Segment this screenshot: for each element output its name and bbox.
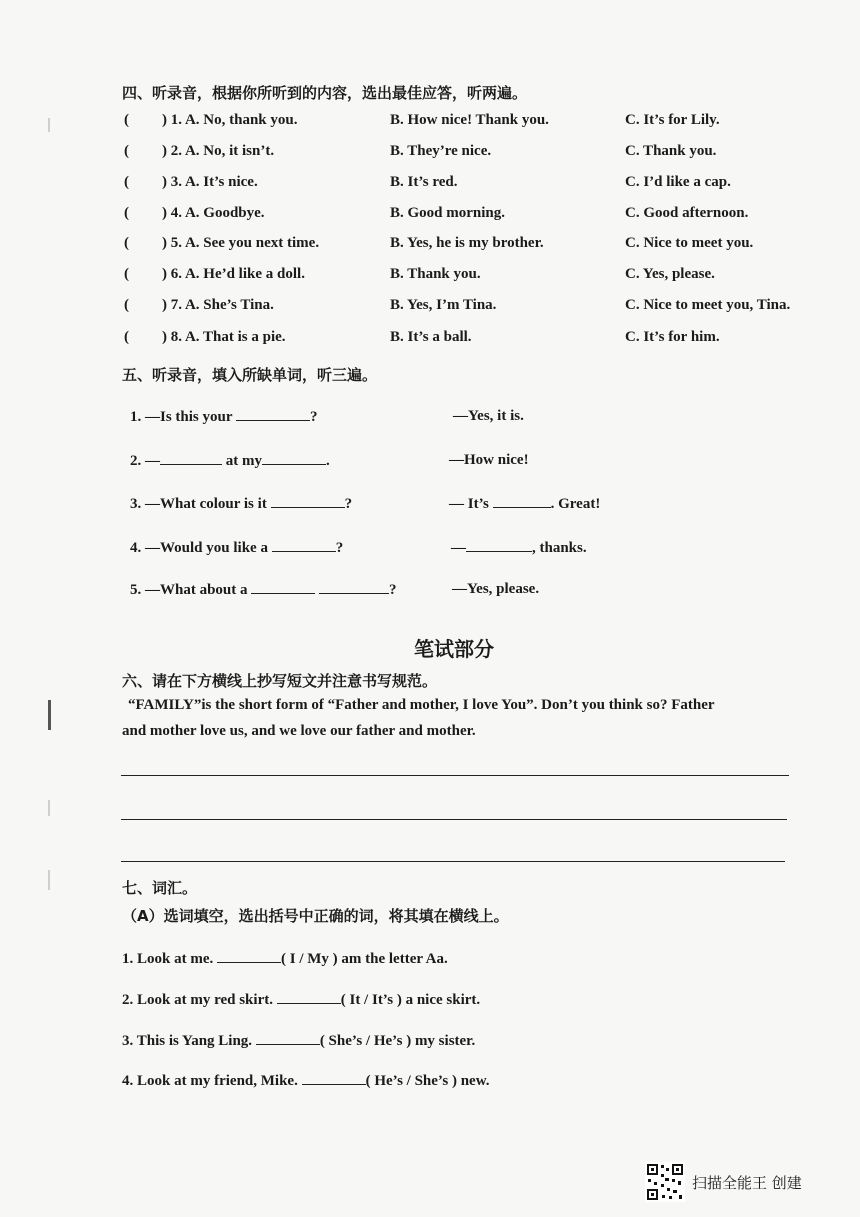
option-b[interactable]: B. How nice! Thank you. bbox=[390, 112, 549, 128]
fill-answer-5: —Yes, please. bbox=[452, 581, 540, 597]
answer-blank[interactable] bbox=[217, 950, 281, 963]
copy-passage-line-1: “FAMILY”is the short form of “Father and mother, I love You”. Don’t you think so? Father bbox=[128, 697, 715, 713]
vocab-question-3: 3. This is Yang Ling. ( She’s / He’s ) my sister. bbox=[122, 1033, 476, 1049]
option-c[interactable]: C. Good afternoon. bbox=[625, 205, 749, 221]
option-c[interactable]: C. I’d like a cap. bbox=[625, 174, 731, 190]
bleed-mark bbox=[48, 700, 51, 730]
answer-bracket[interactable]: ( bbox=[124, 112, 129, 128]
qr-code-icon bbox=[645, 1162, 685, 1202]
option-a[interactable]: ) 8. A. That is a pie. bbox=[162, 329, 286, 345]
option-c[interactable]: C. Yes, please. bbox=[625, 266, 715, 282]
answer-blank[interactable] bbox=[262, 452, 326, 465]
answer-blank[interactable] bbox=[236, 408, 310, 421]
question-number: ) 3. bbox=[162, 174, 182, 190]
answer-bracket[interactable]: ( bbox=[124, 266, 129, 282]
answer-blank[interactable] bbox=[277, 991, 341, 1004]
answer-blank[interactable] bbox=[493, 495, 551, 508]
answer-bracket[interactable]: ( bbox=[124, 205, 129, 221]
vocab-question-4: 4. Look at my friend, Mike. ( He’s / She’s ) new. bbox=[122, 1073, 490, 1089]
option-b[interactable]: B. Good morning. bbox=[390, 205, 506, 221]
answer-blank[interactable] bbox=[256, 1032, 320, 1045]
answer-blank[interactable] bbox=[319, 581, 389, 594]
bleed-mark bbox=[48, 800, 50, 816]
fill-answer-3: — It’s . Great! bbox=[449, 496, 601, 512]
answer-bracket[interactable]: ( bbox=[124, 235, 129, 251]
answer-bracket[interactable]: ( bbox=[124, 174, 129, 190]
bleed-mark bbox=[48, 870, 50, 890]
fill-question-1: 1. —Is this your ? bbox=[130, 409, 318, 425]
fill-answer-1: —Yes, it is. bbox=[453, 408, 524, 424]
fill-question-5: 5. —What about a ? bbox=[130, 582, 397, 598]
question-number: ) 6. bbox=[162, 266, 182, 282]
option-c[interactable]: C. Nice to meet you, Tina. bbox=[625, 297, 791, 313]
option-b[interactable]: B. They’re nice. bbox=[390, 143, 492, 159]
answer-blank[interactable] bbox=[160, 452, 222, 465]
question-number: ) 1. bbox=[162, 112, 182, 128]
fill-answer-2: —How nice! bbox=[449, 452, 529, 468]
option-a[interactable]: ) 3. A. It’s nice. bbox=[162, 174, 258, 190]
writing-line[interactable] bbox=[121, 819, 787, 820]
question-number: ) 2. bbox=[162, 143, 182, 159]
section4-heading: 四、听录音，根据你所听到的内容，选出最佳应答，听两遍。 bbox=[122, 84, 528, 102]
option-c[interactable]: C. It’s for Lily. bbox=[625, 112, 720, 128]
question-number: ) 4. bbox=[162, 205, 182, 221]
option-b[interactable]: B. Thank you. bbox=[390, 266, 481, 282]
answer-bracket[interactable]: ( bbox=[124, 297, 129, 313]
fill-question-4: 4. —Would you like a ? bbox=[130, 540, 344, 556]
copy-passage-line-2: and mother love us, and we love our father and mother. bbox=[122, 723, 476, 739]
vocab-question-2: 2. Look at my red skirt. ( It / It’s ) a nice skirt. bbox=[122, 992, 481, 1008]
option-b[interactable]: B. Yes, he is my brother. bbox=[390, 235, 544, 251]
option-a[interactable]: ) 2. A. No, it isn’t. bbox=[162, 143, 275, 159]
answer-blank[interactable] bbox=[466, 539, 532, 552]
question-number: ) 7. bbox=[162, 297, 182, 313]
option-a[interactable]: ) 4. A. Goodbye. bbox=[162, 205, 265, 221]
fill-question-2: 2. — at my . bbox=[130, 453, 330, 469]
option-c[interactable]: C. It’s for him. bbox=[625, 329, 720, 345]
section7-heading: 七、词汇。 bbox=[122, 879, 198, 897]
option-c[interactable]: C. Thank you. bbox=[625, 143, 717, 159]
question-number: ) 8. bbox=[162, 329, 182, 345]
fill-question-3: 3. —What colour is it ? bbox=[130, 496, 353, 512]
answer-bracket[interactable]: ( bbox=[124, 329, 129, 345]
section5-heading: 五、听录音，填入所缺单词，听三遍。 bbox=[122, 366, 378, 384]
section6-heading: 六、请在下方横线上抄写短文并注意书写规范。 bbox=[122, 672, 438, 690]
answer-blank[interactable] bbox=[271, 495, 345, 508]
section7-subheading: （A）选词填空，选出括号中正确的词，将其填在横线上。 bbox=[122, 907, 509, 925]
vocab-question-1: 1. Look at me. ( I / My ) am the letter Aa. bbox=[122, 951, 448, 967]
option-c[interactable]: C. Nice to meet you. bbox=[625, 235, 754, 251]
bleed-mark bbox=[48, 118, 50, 132]
option-a[interactable]: ) 5. A. See you next time. bbox=[162, 235, 320, 251]
option-b[interactable]: B. Yes, I’m Tina. bbox=[390, 297, 497, 313]
fill-answer-4: — , thanks. bbox=[451, 540, 587, 556]
question-number: ) 5. bbox=[162, 235, 182, 251]
option-a[interactable]: ) 6. A. He’d like a doll. bbox=[162, 266, 305, 282]
option-b[interactable]: B. It’s red. bbox=[390, 174, 458, 190]
answer-bracket[interactable]: ( bbox=[124, 143, 129, 159]
option-a[interactable]: ) 1. A. No, thank you. bbox=[162, 112, 298, 128]
written-section-title: 笔试部分 bbox=[414, 637, 494, 661]
writing-line[interactable] bbox=[121, 775, 789, 776]
option-a[interactable]: ) 7. A. She’s Tina. bbox=[162, 297, 274, 313]
scanner-watermark: 扫描全能王 创建 bbox=[692, 1174, 802, 1192]
answer-blank[interactable] bbox=[272, 539, 336, 552]
writing-line[interactable] bbox=[121, 861, 785, 862]
option-b[interactable]: B. It’s a ball. bbox=[390, 329, 472, 345]
answer-blank[interactable] bbox=[302, 1072, 366, 1085]
answer-blank[interactable] bbox=[251, 581, 315, 594]
